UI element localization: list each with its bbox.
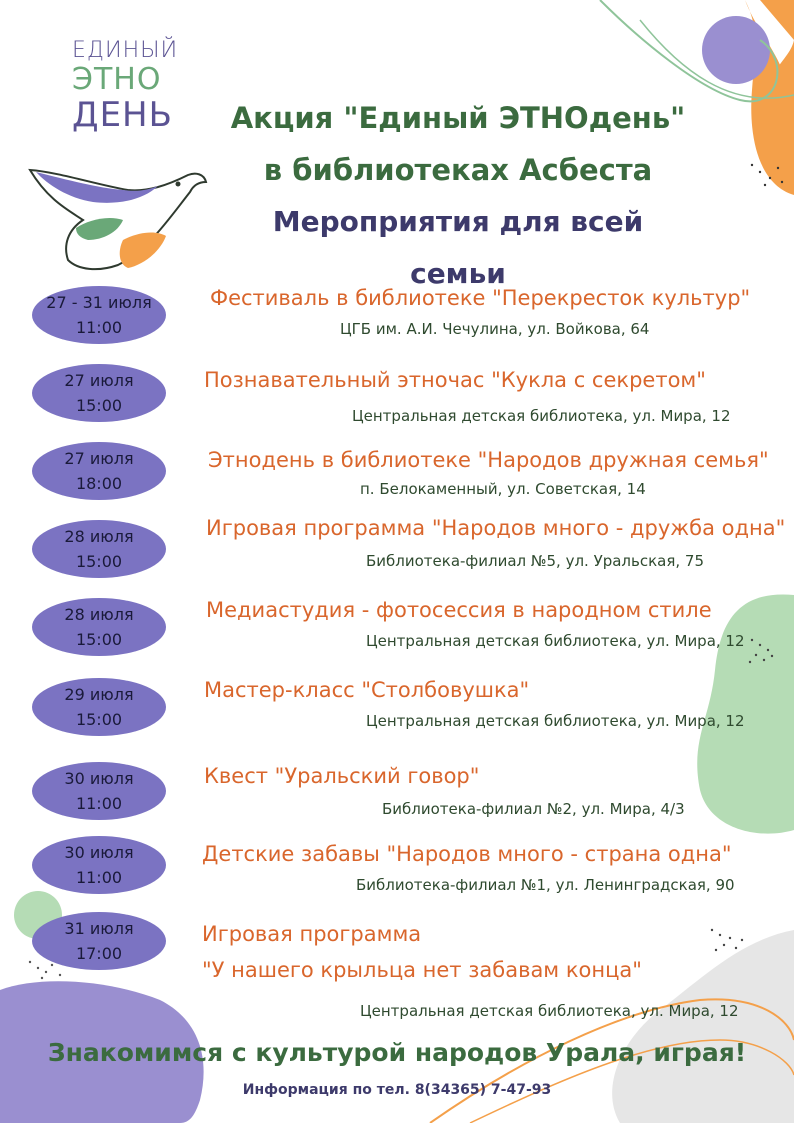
event-place: Библиотека-филиал №2, ул. Мира, 4/3 [382, 800, 685, 818]
event-item [0, 836, 794, 906]
event-date-badge [32, 364, 166, 422]
event-date: 27 июля [64, 371, 134, 390]
footer-contact: Информация по тел. 8(34365) 7-47-93 [242, 1082, 552, 1098]
logo-line1: ЕДИНЫЙ [72, 38, 179, 63]
event-title: Игровая программа [202, 922, 422, 946]
event-time: 15:00 [75, 630, 123, 649]
event-place: п. Белокаменный, ул. Советская, 14 [360, 480, 646, 498]
event-date: 31 июля [64, 919, 134, 938]
event-date: 27 июля [64, 449, 134, 468]
event-date: 28 июля [64, 527, 134, 546]
event-item [0, 678, 794, 748]
logo-line2: ЭТНО [72, 62, 162, 97]
logo [72, 38, 178, 133]
event-time: 17:00 [75, 944, 123, 963]
event-place: Центральная детская библиотека, ул. Мира, 12 [360, 1002, 739, 1020]
header [228, 92, 688, 300]
event-place: ЦГБ им. А.И. Чечулина, ул. Войкова, 64 [340, 320, 650, 338]
event-date-badge [32, 520, 166, 578]
page-title: Акция "Единый ЭТНОдень" [230, 101, 686, 135]
event-time: 15:00 [75, 710, 123, 729]
event-title: Игровая программа "Народов много - дружба одна" [206, 516, 786, 540]
event-date-badge [32, 762, 166, 820]
event-title: Этнодень в библиотеке "Народов дружная семья" [208, 448, 769, 472]
event-item [0, 518, 794, 588]
event-time: 11:00 [75, 794, 123, 813]
event-title: Мастер-класс "Столбовушка" [204, 678, 530, 702]
event-title: Фестиваль в библиотеке "Перекресток культур" [210, 286, 751, 310]
event-place: Библиотека-филиал №1, ул. Ленинградская, 90 [356, 876, 735, 894]
event-time: 11:00 [75, 868, 123, 887]
event-place: Центральная детская библиотека, ул. Мира, 12 [366, 632, 745, 650]
event-time: 15:00 [75, 552, 123, 571]
event-time: 11:00 [75, 318, 123, 337]
event-item [0, 598, 794, 668]
event-item [0, 912, 794, 1022]
event-item [0, 362, 794, 432]
footer-slogan: Знакомимся с культурой народов Урала, играя! [47, 1038, 747, 1067]
event-date-badge [32, 598, 166, 656]
event-date: 27 - 31 июля [46, 293, 152, 312]
event-title: Детские забавы "Народов много - страна одна" [202, 842, 732, 866]
event-date: 30 июля [64, 769, 134, 788]
event-place: Библиотека-филиал №5, ул. Уральская, 75 [366, 552, 704, 570]
logo-line3: ДЕНЬ [72, 95, 173, 135]
page-title-line2: в библиотеках Асбеста [263, 153, 653, 187]
event-time: 18:00 [75, 474, 123, 493]
event-title-line2: "У нашего крыльца нет забавам конца" [202, 958, 642, 982]
event-date-badge [32, 836, 166, 894]
event-date-badge [32, 442, 166, 500]
event-item [0, 286, 794, 356]
page-subtitle: Мероприятия для всей семьи [272, 205, 644, 290]
event-place: Центральная детская библиотека, ул. Мира, 12 [366, 712, 745, 730]
event-title: Познавательный этночас "Кукла с секретом" [204, 368, 706, 392]
event-title: Квест "Уральский говор" [204, 764, 480, 788]
event-date-badge [32, 678, 166, 736]
event-date-badge [32, 286, 166, 344]
event-item [0, 762, 794, 832]
event-item [0, 442, 794, 512]
event-title: Медиастудия - фотосессия в народном стиле [206, 598, 712, 622]
event-time: 15:00 [75, 396, 123, 415]
event-date: 29 июля [64, 685, 134, 704]
event-date: 30 июля [64, 843, 134, 862]
event-date-badge [32, 912, 166, 970]
bird-logo-icon [28, 160, 208, 275]
event-date: 28 июля [64, 605, 134, 624]
event-place: Центральная детская библиотека, ул. Мира, 12 [352, 407, 731, 425]
